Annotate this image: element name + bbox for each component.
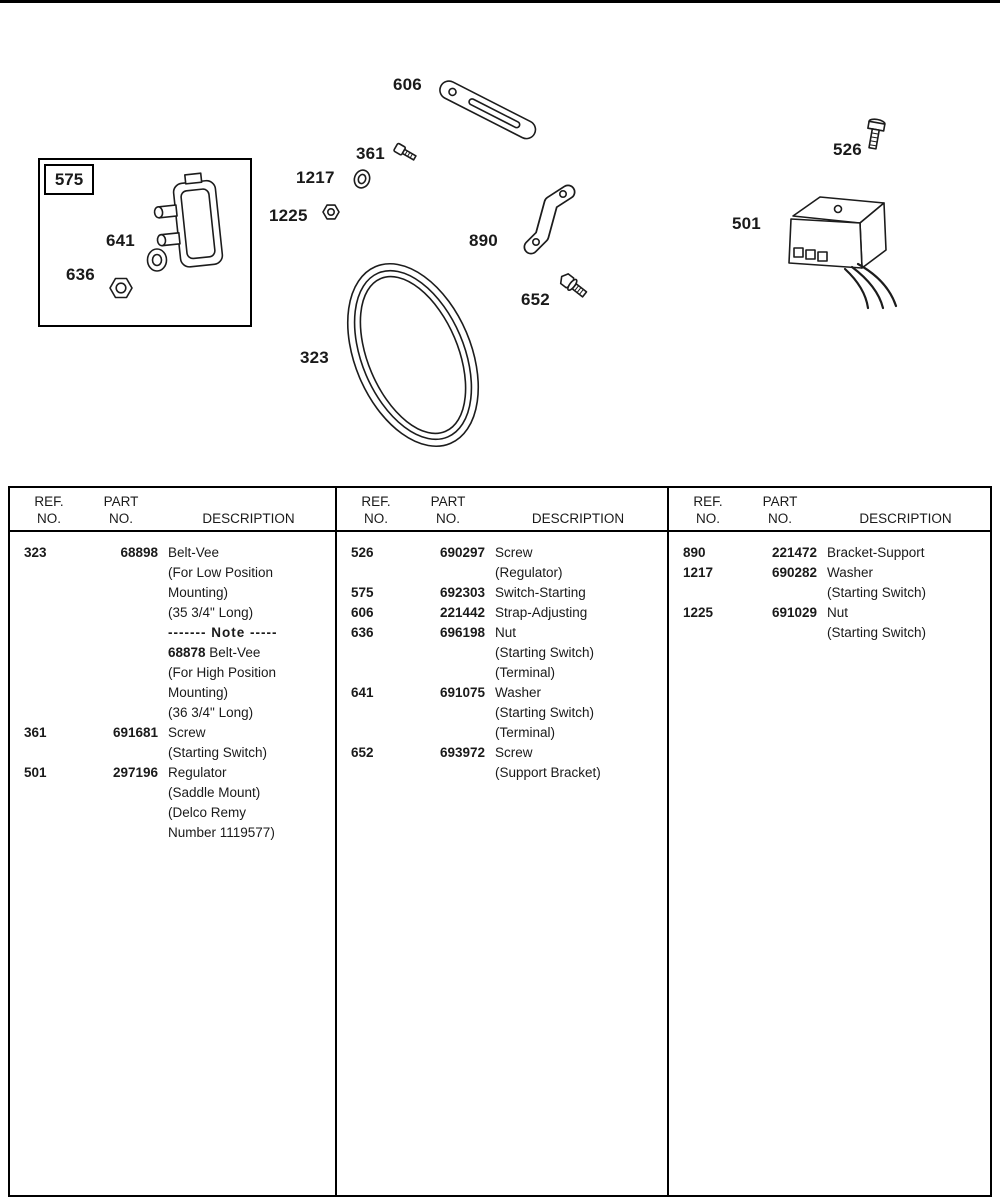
table-column-3 bbox=[667, 488, 990, 1195]
table-row bbox=[337, 563, 667, 583]
description: (For High Position bbox=[168, 665, 277, 680]
table-column-1 bbox=[10, 488, 335, 1195]
ref-no bbox=[24, 643, 74, 663]
table-row bbox=[337, 703, 667, 723]
ref-no bbox=[24, 563, 74, 583]
table-row bbox=[10, 683, 335, 703]
table-row bbox=[337, 623, 667, 643]
table-row bbox=[669, 583, 990, 603]
part-no: 297196 bbox=[112, 765, 158, 780]
description: (Starting Switch) bbox=[827, 585, 927, 600]
part-label-636: 636 bbox=[66, 265, 95, 284]
description-header: DESCRIPTION bbox=[531, 511, 625, 526]
part-no bbox=[84, 803, 158, 823]
part-no bbox=[743, 583, 817, 603]
table-column-2 bbox=[335, 488, 667, 1195]
ref-no: 323 bbox=[24, 545, 47, 560]
screw-652-drawing bbox=[558, 271, 589, 299]
description: Number 1119577) bbox=[168, 825, 275, 840]
table-row bbox=[337, 763, 667, 783]
description: (Starting Switch) bbox=[168, 745, 268, 760]
ref-no bbox=[351, 563, 401, 583]
table-body bbox=[669, 532, 990, 643]
part-no bbox=[411, 703, 485, 723]
description: (Saddle Mount) bbox=[168, 785, 261, 800]
part-label-1225: 1225 bbox=[269, 206, 308, 225]
part-no-header: PART NO. bbox=[430, 494, 466, 526]
ref-no: 361 bbox=[24, 725, 47, 740]
table-row bbox=[337, 663, 667, 683]
table-row bbox=[669, 543, 990, 563]
table-row bbox=[669, 623, 990, 643]
table-row bbox=[10, 743, 335, 763]
ref-no bbox=[24, 603, 74, 623]
description: Screw bbox=[495, 745, 533, 760]
description: (35 3/4" Long) bbox=[168, 605, 254, 620]
ref-no: 526 bbox=[351, 545, 374, 560]
diagram-area bbox=[0, 3, 1000, 485]
description: Washer bbox=[495, 685, 542, 700]
part-label-606: 606 bbox=[393, 75, 422, 94]
part-no: 221472 bbox=[771, 545, 817, 560]
part-no bbox=[84, 643, 158, 663]
description: Nut bbox=[495, 625, 517, 640]
part-label-323: 323 bbox=[300, 348, 329, 367]
table-header bbox=[10, 488, 335, 532]
parts-table bbox=[8, 486, 992, 1197]
description: Screw bbox=[168, 725, 206, 740]
description: Mounting) bbox=[168, 685, 229, 700]
description-header: DESCRIPTION bbox=[859, 511, 952, 526]
table-row bbox=[10, 563, 335, 583]
part-no bbox=[411, 663, 485, 683]
description: (Delco Remy bbox=[168, 805, 247, 820]
table-row bbox=[10, 583, 335, 603]
ref-no: 641 bbox=[351, 685, 374, 700]
belt-vee-drawing bbox=[322, 244, 504, 466]
strap-adjusting-drawing bbox=[437, 78, 539, 142]
part-no bbox=[84, 783, 158, 803]
table-row bbox=[10, 823, 335, 843]
ref-no bbox=[24, 663, 74, 683]
ref-no bbox=[351, 763, 401, 783]
description: (Support Bracket) bbox=[495, 765, 601, 780]
table-row bbox=[10, 763, 335, 783]
description-header: DESCRIPTION bbox=[202, 511, 295, 526]
ref-no: 636 bbox=[351, 625, 374, 640]
part-label-1217: 1217 bbox=[296, 168, 335, 187]
description: ------- Note ----- bbox=[168, 625, 278, 640]
inset-ref-label: 575 bbox=[44, 164, 94, 195]
part-no bbox=[84, 623, 158, 643]
table-row bbox=[337, 543, 667, 563]
table-row bbox=[10, 803, 335, 823]
table-row bbox=[669, 563, 990, 583]
part-no: 691681 bbox=[112, 725, 158, 740]
part-label-641: 641 bbox=[106, 231, 135, 250]
ref-no bbox=[24, 583, 74, 603]
part-no bbox=[84, 563, 158, 583]
part-no bbox=[84, 603, 158, 623]
part-no bbox=[411, 763, 485, 783]
description: Screw bbox=[495, 545, 533, 560]
ref-no bbox=[683, 623, 733, 643]
part-no-header: PART NO. bbox=[103, 494, 139, 526]
table-row bbox=[10, 703, 335, 723]
description: Switch-Starting bbox=[495, 585, 586, 600]
ref-no bbox=[351, 663, 401, 683]
description: (36 3/4" Long) bbox=[168, 705, 254, 720]
ref-no bbox=[24, 803, 74, 823]
part-label-526: 526 bbox=[833, 140, 862, 159]
part-no bbox=[411, 563, 485, 583]
part-no bbox=[84, 583, 158, 603]
part-no-header: PART NO. bbox=[762, 494, 798, 526]
screw-526-drawing bbox=[865, 118, 886, 150]
description: Bracket-Support bbox=[827, 545, 925, 560]
table-row bbox=[337, 683, 667, 703]
screw-361-drawing bbox=[394, 143, 418, 162]
ref-no bbox=[24, 683, 74, 703]
part-no: 68898 bbox=[120, 545, 158, 560]
description: (Regulator) bbox=[495, 565, 563, 580]
part-no: 690282 bbox=[771, 565, 817, 580]
ref-no bbox=[683, 583, 733, 603]
bracket-support-drawing bbox=[531, 191, 568, 247]
part-label-890: 890 bbox=[469, 231, 498, 250]
part-no bbox=[411, 723, 485, 743]
part-no: 696198 bbox=[439, 625, 485, 640]
ref-no: 890 bbox=[683, 545, 706, 560]
nut-1225-drawing bbox=[323, 205, 339, 219]
description: (Starting Switch) bbox=[827, 625, 927, 640]
table-body bbox=[10, 532, 335, 843]
ref-no bbox=[24, 743, 74, 763]
table-row bbox=[337, 643, 667, 663]
description: (Starting Switch) bbox=[495, 645, 595, 660]
table-row bbox=[337, 583, 667, 603]
description: (Terminal) bbox=[495, 665, 556, 680]
part-no bbox=[84, 703, 158, 723]
table-row bbox=[337, 603, 667, 623]
ref-no: 652 bbox=[351, 745, 374, 760]
table-row bbox=[337, 743, 667, 763]
ref-no bbox=[24, 623, 74, 643]
table-body bbox=[337, 532, 667, 783]
part-no bbox=[84, 823, 158, 843]
description: (Terminal) bbox=[495, 725, 556, 740]
ref-no: 606 bbox=[351, 605, 374, 620]
ref-no: 501 bbox=[24, 765, 47, 780]
part-no: 691029 bbox=[771, 605, 817, 620]
ref-no-header: REF. NO. bbox=[693, 494, 723, 526]
ref-no: 1217 bbox=[683, 565, 714, 580]
table-row bbox=[10, 783, 335, 803]
table-row bbox=[10, 623, 335, 643]
table-row bbox=[10, 723, 335, 743]
ref-no-header: REF. NO. bbox=[361, 494, 391, 526]
ref-no bbox=[351, 703, 401, 723]
ref-no: 1225 bbox=[683, 605, 714, 620]
description: Strap-Adjusting bbox=[495, 605, 588, 620]
description: 68878 Belt-Vee bbox=[168, 645, 261, 660]
part-no bbox=[84, 663, 158, 683]
ref-no-header: REF. NO. bbox=[34, 494, 64, 526]
part-no bbox=[411, 643, 485, 663]
part-label-361: 361 bbox=[356, 144, 385, 163]
part-label-652: 652 bbox=[521, 290, 550, 309]
table-row bbox=[669, 603, 990, 623]
part-no: 691075 bbox=[439, 685, 485, 700]
washer-1217-drawing bbox=[352, 168, 372, 190]
ref-no bbox=[24, 783, 74, 803]
part-no: 690297 bbox=[439, 545, 485, 560]
table-header bbox=[669, 488, 990, 532]
ref-no bbox=[24, 823, 74, 843]
description: Mounting) bbox=[168, 585, 229, 600]
part-label-501: 501 bbox=[732, 214, 761, 233]
ref-no bbox=[351, 643, 401, 663]
part-no: 221442 bbox=[439, 605, 485, 620]
ref-no bbox=[351, 723, 401, 743]
ref-no: 575 bbox=[351, 585, 374, 600]
part-no bbox=[84, 683, 158, 703]
description: (Starting Switch) bbox=[495, 705, 595, 720]
description: Nut bbox=[827, 605, 849, 620]
table-header bbox=[337, 488, 667, 532]
ref-no bbox=[24, 703, 74, 723]
table-row bbox=[10, 543, 335, 563]
description: Belt-Vee bbox=[168, 545, 220, 560]
part-no: 692303 bbox=[439, 585, 485, 600]
regulator-drawing bbox=[789, 197, 896, 308]
part-no: 693972 bbox=[439, 745, 485, 760]
table-row bbox=[10, 663, 335, 683]
table-row bbox=[10, 643, 335, 663]
table-row bbox=[10, 603, 335, 623]
table-row bbox=[337, 723, 667, 743]
part-no bbox=[84, 743, 158, 763]
description: (For Low Position bbox=[168, 565, 274, 580]
description: Washer bbox=[827, 565, 874, 580]
part-no bbox=[743, 623, 817, 643]
description: Regulator bbox=[168, 765, 227, 780]
